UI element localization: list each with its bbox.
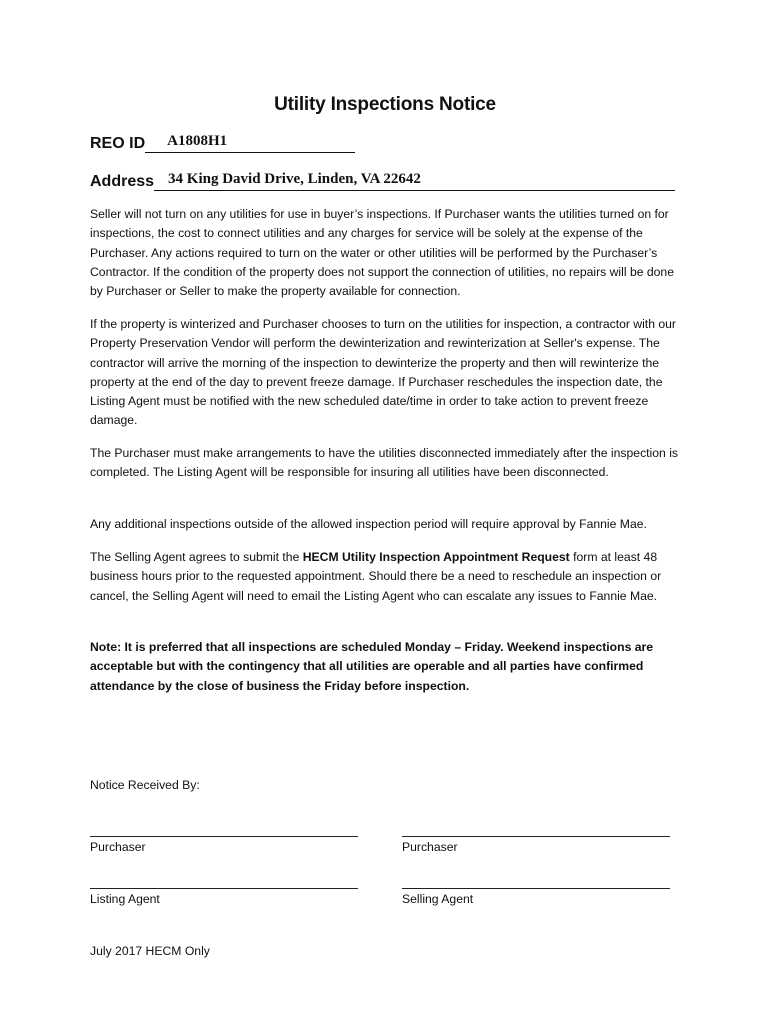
paragraph-winterized: If the property is winterized and Purchaser chooses to turn on the utilities for inspection, a contractor with our Property Preservation Vendor will perform the dewinterization and rewinterization at Seller's expense. The contractor will arrive the morning of the inspection to dewinterize the property and then will rewinterize the property at the end of the day to prevent freeze damage. If Purchaser reschedules the inspection date, the Listing Agent must be notified with the new scheduled date/time in order to take action to prevent freeze damage. — [90, 317, 676, 428]
selling-agent-label: Selling Agent — [402, 892, 474, 906]
listing-agent-label: Listing Agent — [90, 892, 160, 906]
address-label: Address — [90, 173, 155, 190]
reo-id-value: A1808H1 — [167, 133, 228, 149]
paragraph-utilities: Seller will not turn on any utilities for use in buyer’s inspections. If Purchaser wants the utilities turned on for inspections, the cost to connect utilities and any charges for service will be solely at the expense of the Purchaser. Any actions required to turn on the water or other utilities will be performed by the Purchaser’s Contractor. If the condition of the property does not support the connection of utilities, no repairs will be done by Purchaser or Seller to make the property available for connection. — [90, 207, 674, 299]
document-title: Utility Inspections Notice — [274, 94, 496, 115]
reo-id-field — [90, 132, 355, 153]
address-line — [154, 170, 675, 191]
paragraph-additional-inspections: Any additional inspections outside of the allowed inspection period will require approval by Fannie Mae. — [90, 517, 647, 531]
purchaser-1-label: Purchaser — [90, 840, 146, 854]
purchaser-2-signature-line — [402, 836, 670, 837]
selling-agent-text-end: form at least 48 business hours prior to the requested appointment. Should there be a need to reschedule an inspection or cancel, the Selling Agent will need to email the Listing Agent who can escalate any issues to Fannie Mae. — [90, 550, 662, 603]
note-paragraph: Note: It is preferred that all inspections are scheduled Monday – Friday. Weekend inspections are acceptable but with the contingency that all utilities are operable and all parties have confirmed attendance by the close of business the Friday before inspection. — [90, 640, 654, 693]
purchaser-2-label: Purchaser — [402, 840, 458, 854]
footer-version: July 2017 HECM Only — [90, 944, 210, 958]
address-field — [90, 170, 675, 191]
address-value: 34 King David Drive, Linden, VA 22642 — [168, 171, 421, 187]
reo-id-line — [145, 132, 355, 153]
selling-agent-text-start: The Selling Agent agrees to submit the — [90, 550, 303, 564]
paragraph-disconnect: The Purchaser must make arrangements to have the utilities disconnected immediately after the inspection is completed. The Listing Agent will be responsible for insuring all utilities have been disconnected. — [90, 446, 678, 480]
appointment-request-form-name: HECM Utility Inspection Appointment Request — [302, 550, 570, 564]
selling-agent-signature-line — [402, 888, 670, 889]
reo-id-label: REO ID — [90, 135, 146, 152]
purchaser-1-signature-line — [90, 836, 358, 837]
paragraph-selling-agent — [90, 548, 690, 606]
listing-agent-signature-line — [90, 888, 358, 889]
notice-received-label: Notice Received By: — [90, 778, 200, 792]
